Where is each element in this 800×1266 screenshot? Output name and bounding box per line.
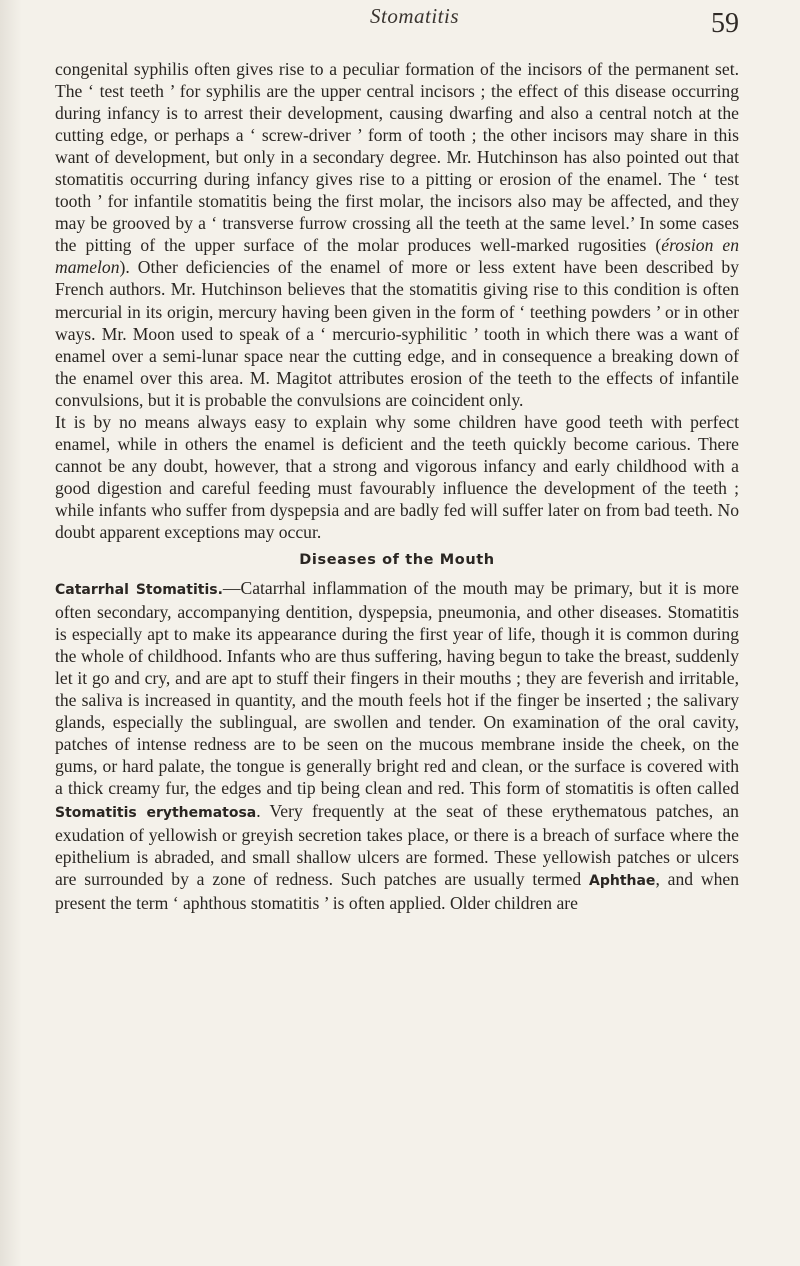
body-text — [55, 58, 739, 914]
paragraph-enamel: It is by no means always easy to explain why some children have good teeth with perfect enamel, while in others the enamel is deficient and the teeth quickly become carious. There cannot be any doubt, however, that a strong and vigorous infancy and early childhood with a good digestion and careful feeding must favourably influence the development of the teeth ; while infants who suffer from dyspepsia and are badly fed will suffer later on from bad teeth. No doubt apparent exceptions may occur. — [55, 411, 739, 542]
paragraph-catarrhal-stomatitis — [55, 577, 739, 914]
italic-term: érosion en mamelon — [55, 235, 739, 278]
page-number: 59 — [711, 8, 739, 39]
term-aphthae: Aphthae — [589, 872, 656, 889]
running-head — [0, 2, 800, 42]
run-in-heading: Catarrhal Stomatitis. — [55, 582, 223, 599]
paragraph-text: congenital syphilis often gives rise to a peculiar formation of the incisors of the permanent set. The ‘ test teeth ’ for syphilis are the upper central incisors ; the effect of this disease occurring during infancy is to arrest their development, causing dwarfing and also a central notch at the cutting edge, or perhaps a ‘ screw-driver ’ form of tooth ; the other incisors may share in this want of development, but only in a secondary degree. Mr. Hutchinson has also pointed out that stomatitis occurring during infancy gives rise to a pitting or erosion of the enamel. The ‘ test tooth ’ for infantile stomatitis being the first molar, the incisors also may be affected, and they may be grooved by a ‘ transverse furrow crossing all the teeth at the same level.’ In some cases the pitting of the upper surface of the molar produces well-marked rugosities ( — [55, 59, 739, 256]
paragraph-text: . Very frequently at the seat of these erythematous patches, an exudation of yellowish or greyish secretion takes place, or there is a breach of surface where the epithelium is abraded, and small shallow ulcers are formed. These yellowish patches or ulcers are surrounded by a zone of redness. Such patches are usually termed — [55, 800, 739, 889]
running-title: Stomatitis — [370, 4, 460, 28]
gutter-shadow — [0, 0, 22, 1266]
paragraph-text: ). Other deficiencies of the enamel of more or less extent have been described by French authors. Mr. Hutchinson believes that the stomatitis giving rise to this condition is often mercurial in its origin, mercury having been given in the form of ‘ teething powders ’ or in other ways. Mr. Moon used to speak of a ‘ mercurio-syphilitic ’ tooth in which there was a want of enamel over a semi-lunar space near the cutting edge, and in consequence a breaking down of the enamel over this area. M. Magitot attributes erosion of the teeth to the effects of infantile convulsions, but it is probable the convulsions are coincident only. — [55, 257, 739, 410]
paragraph-teeth-syphilis — [55, 58, 739, 411]
paragraph-text: , and when present the term ‘ aphthous stomatitis ’ is often applied. Older children are — [55, 868, 739, 913]
section-heading: Diseases of the Mouth — [299, 552, 495, 569]
term-stomatitis-erythematosa: Stomatitis erythematosa — [55, 804, 257, 821]
paragraph-text: —Catarrhal inflammation of the mouth may be primary, but it is more often secondary, accompanying dentition, dyspepsia, pneumonia, and other diseases. Stomatitis is especially apt to make its appearance during the first year of life, though it is common during the whole of childhood. Infants who are thus suffering, having begun to take the breast, suddenly let it go and cry, and are apt to stuff their fingers in their mouths ; they are feverish and irritable, the saliva is increased in quantity, and the mouth feels hot if the finger be inserted ; the salivary glands, especially the sublingual, are swollen and tender. On examination of the oral cavity, patches of intense redness are to be seen on the mucous membrane inside the cheek, on the gums, or hard palate, the tongue is generally bright red and clean, or the surface is covered with a thick creamy fur, the edges and tip being clean and red. This form of stomatitis is often called — [55, 578, 739, 799]
